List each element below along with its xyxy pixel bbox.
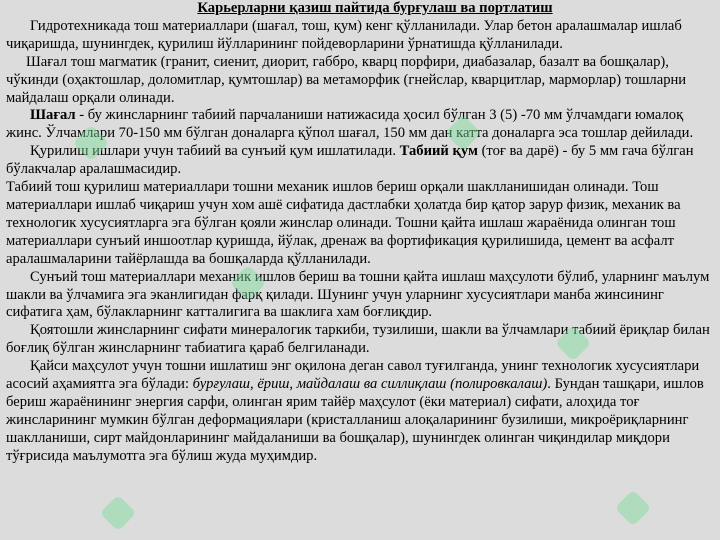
- paragraph-8-text-b: . Бундан ташқари, ишлов бериш жараёнининг энергия сарфи, олинган ярим тайёр маҳсулот (ёки материал) сифати, алоҳида тоғ жинсларининг мумкин бўлган деформациялари (кристалланиш алоқаларининг бузилиши, микроёриқларнинг шаклланиши, сирт майдонларининг майдаланиши ва бошқалар), шунингдек олинган чиқиндилар миқдори тўғрисида маълумотга эга бўлиш жуда муҳимдир.: [6, 376, 704, 464]
- paragraph-8-text-a: Қайси маҳсулот учун тошни ишлатиш энг оқилона деган савол туғилганда, унинг технологик хусусиятлари асосий аҳамиятга эга бўлади:: [6, 358, 700, 393]
- document-body: [6, 0, 714, 466]
- paragraph-4: [6, 143, 714, 179]
- paragraph-7: Қоятошли жинсларнинг сифати минералогик таркиби, тузилиши, шакли ва ўлчамлари табиий ёриқлар билан боғлиқ бўлган жинсларнинг табиатига қараб белгиланади.: [6, 322, 710, 357]
- watermark-mark: [615, 490, 652, 527]
- watermark-mark: [100, 495, 137, 532]
- paragraph-3: [6, 107, 714, 143]
- paragraph-3-text: - бу жинсларнинг табиий парчаланиши натижасида ҳосил бўлган 3 (5) -70 мм ўлчамдаги юмалоқ жинс. Ўлчамлари 70-150 мм бўлган доналарга қўпол шағал, 150 мм дан катта доналарга эса тошлар дейилади.: [6, 107, 694, 142]
- document-title: Карьерларни қазиш пайтида бурғулаш ва портлатиш: [197, 0, 553, 16]
- paragraph-1: Гидротехникада тош материаллари (шағал, тош, қум) кенг қўлланилади. Улар бетон аралашмалар ишлаб чиқаришда, шунингдек, қурилиш йўлларининг пойдеворларини ўрнатишда қўлланилади.: [6, 17, 682, 52]
- term-gravel: Шағал: [30, 107, 76, 124]
- paragraph-6: Сунъий тош материаллари механик ишлов бериш ва тошни қайта ишлаш маҳсулоти бўлиб, уларнинг маълум шакли ва ўлчамига эга эканлигидан фарқ қилади. Шунинг учун уларнинг хусусиятлари манба жинсининг сифатига ҳам, бўлакларнинг катталигига ва шаклига хам боғлиқдир.: [6, 268, 710, 321]
- paragraph-8-italic: бурғулаш, ёриш, майдалаш ва силлиқлаш (полировкалаш): [192, 376, 548, 393]
- paragraph-8: [6, 358, 714, 465]
- paragraph-4-text-b: (тоғ ва дарё) - бу 5 мм гача бўлган бўлакчалар аралашмасидир.: [6, 143, 694, 178]
- paragraph-4-text-a: Қурилиш ишлари учун табиий ва сунъий қум ишлатилади.: [30, 143, 400, 160]
- paragraph-5: Табиий тош қурилиш материаллари тошни механик ишлов бериш орқали шаклланишидан олинади. Тош материаллари ишлаб чиқариш учун хом ашё сифатида дастлабки ҳолатда бир қатор зарур физик, механик ва технологик хусусиятларга эга бўлган қояли жинслар олинади. Тошни қайта ишлаш жараёнида олинган тош материаллари сунъий иншоотлар қуришда, йўлак, дренаж ва фортификация қурилишида, цемент ва асфалт аралашмаларини тайёрлашда ва бошқаларда қўлланилади.: [6, 179, 681, 267]
- paragraph-2: Шағал тош магматик (гранит, сиенит, диорит, габбро, кварц порфири, диабазалар, базалт ва бошқалар), чўкинди (оҳактошлар, доломитлар, қумтошлар) ва метаморфик (гнейслар, кварцитлар, марморлар) тошларни майдалаш орқали олинади.: [6, 53, 687, 106]
- term-natural-sand: Табиий қум: [399, 143, 478, 160]
